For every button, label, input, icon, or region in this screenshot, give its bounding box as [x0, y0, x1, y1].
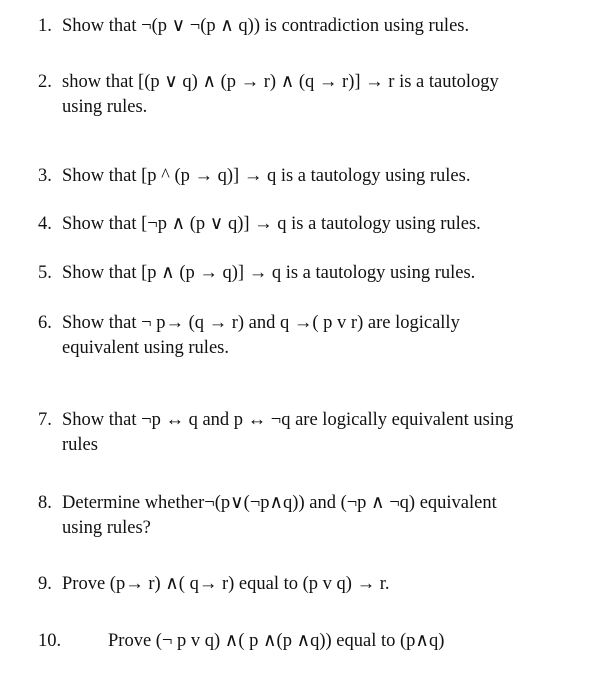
question-text: show that [(p ∨ q) ∧ (p → r) ∧ (q → r)] → r is a tautology	[62, 72, 499, 92]
question-text: Show that [p ^ (p → q)] → q is a tautology using rules.	[62, 166, 471, 186]
question-number: 10.	[38, 631, 62, 651]
question-number: 6.	[38, 313, 52, 333]
question-text-continued: equivalent using rules.	[62, 338, 229, 358]
question-text: Show that ¬p ↔ q and p ↔ ¬q are logically equivalent using	[62, 410, 514, 430]
question-text: Show that ¬ p→ (q → r) and q →( p v r) are logically	[62, 313, 460, 333]
question-text: Show that ¬(p ∨ ¬(p ∧ q)) is contradiction using rules.	[62, 16, 470, 36]
question-text-continued: using rules.	[62, 97, 148, 117]
question-text-continued: rules	[62, 435, 98, 455]
question-text: Show that [p ∧ (p → q)] → q is a tautology using rules.	[62, 263, 476, 283]
question-number: 5.	[38, 263, 52, 283]
question-number: 9.	[38, 574, 52, 594]
question-number: 2.	[38, 72, 52, 92]
question-number: 3.	[38, 166, 52, 186]
question-text: Determine whether¬(p∨(¬p∧q)) and (¬p ∧ ¬q) equivalent	[62, 493, 497, 513]
question-number: 1.	[38, 16, 52, 36]
question-text: Prove (¬ p v q) ∧( p ∧(p ∧q)) equal to (p∧q)	[108, 631, 445, 651]
question-text: Prove (p→ r) ∧( q→ r) equal to (p v q) → r.	[62, 574, 390, 594]
question-number: 4.	[38, 214, 52, 234]
question-number: 8.	[38, 493, 52, 513]
question-text: Show that [¬p ∧ (p ∨ q)] → q is a tautology using rules.	[62, 214, 481, 234]
question-number: 7.	[38, 410, 52, 430]
question-text-continued: using rules?	[62, 518, 151, 538]
